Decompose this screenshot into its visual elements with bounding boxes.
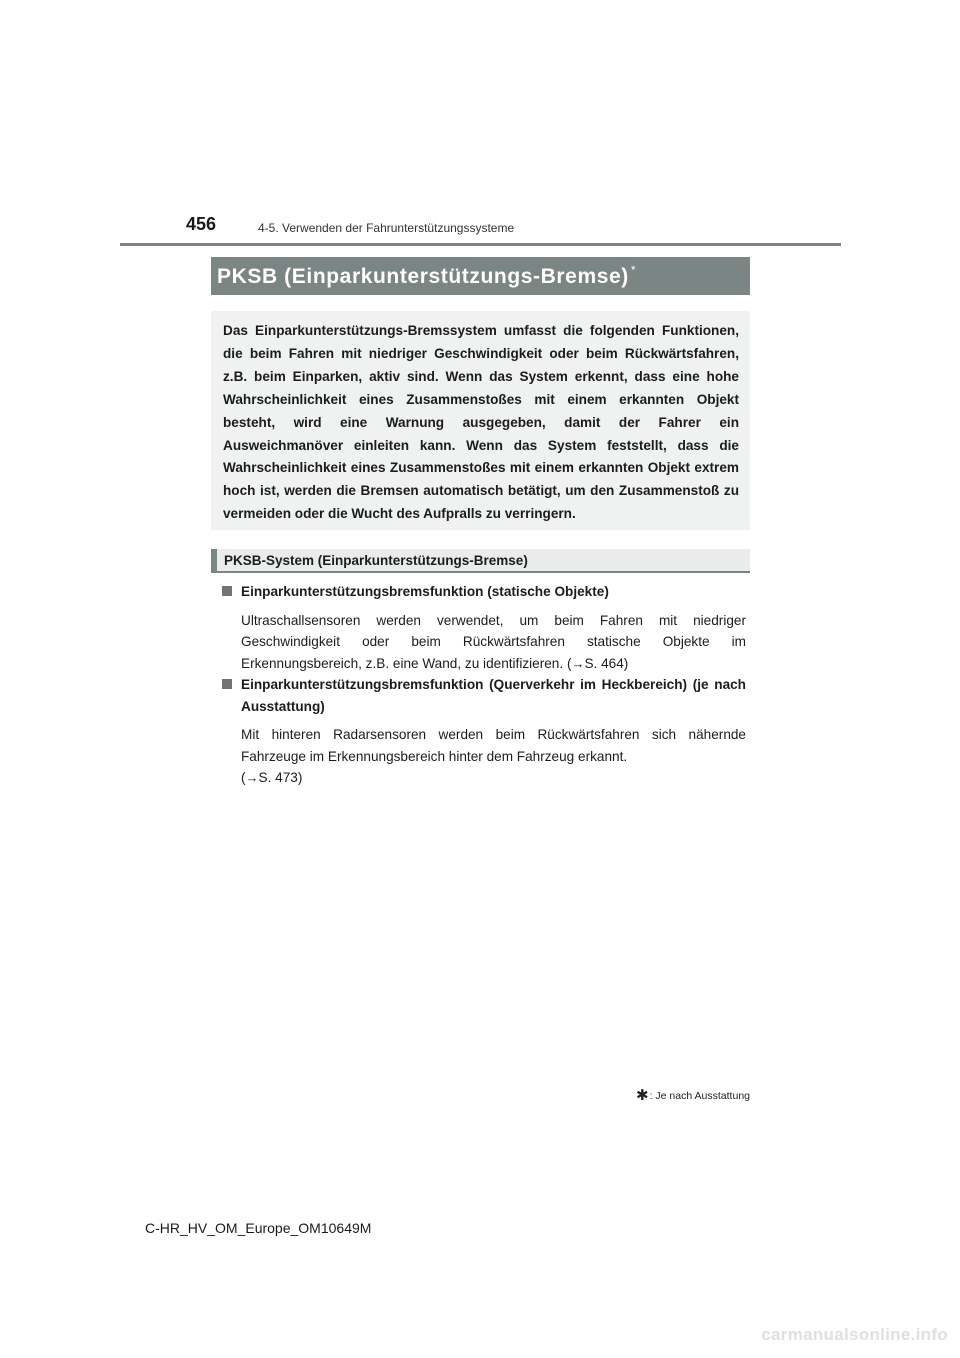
intro-text: Das Einparkunterstützungs-Bremssystem umfasst die folgenden Funktionen, die beim Fahren mit niedriger Geschwindigkeit oder beim Rückwärtsfahren, z.B. beim Einparken, aktiv sind. Wenn das System erkennt, dass eine hohe Wahrscheinlichkeit eines Zusammenstoßes mit einem erkannten Objekt besteht, wird eine Warnung ausgegeben, damit der Fahrer ein Ausweichmanöver einleiten kann. Wenn das System feststellt, dass die Wahrscheinlichkeit eines Zusammenstoßes mit einem erkannten Objekt extrem hoch ist, werden die Bremsen automatisch betätigt, um den Zusammenstoß zu vermeiden oder die Wucht des Aufpralls zu verringern. [223,323,739,522]
list-item [222,674,746,789]
arrow-right-icon: → [245,770,259,785]
watermark: carmanualsonline.info [761,1325,948,1344]
section-title: PKSB (Einparkunterstützungs-Bremse) * [217,263,637,288]
item-body [241,724,746,789]
footnote-text: : Je nach Ausstattung [649,1089,750,1102]
square-bullet-icon [222,679,232,689]
page-reference[interactable]: (→S. 473) [241,770,303,785]
asterisk-icon: ✱ [636,1087,649,1104]
page-reference[interactable]: (→S. 464) [566,655,629,671]
list-item [222,581,746,674]
section-title-bar [211,257,750,295]
item-heading: Einparkunterstützungsbremsfunktion (Querverkehr im Heckbereich) (je nach Ausstattung) [241,677,746,714]
arrow-right-icon: → [571,655,585,671]
item-body-text: Ultraschallsensoren werden verwendet, um beim Fahren mit niedriger Geschwindigkeit oder beim Rückwärtsfahren statische Objekte im Erkennungsbereich, z.B. eine Wand, zu identifizieren. [241,612,746,671]
footnote [636,1088,750,1103]
item-body [241,610,746,675]
item-body-text: Mit hinteren Radarsensoren werden beim Rückwärtsfahren sich nähernde Fahrzeuge im Erkennungsbereich hinter dem Fahrzeug erkannt. [241,727,746,764]
item-heading: Einparkunterstützungsbremsfunktion (statische Objekte) [241,584,609,599]
header-rule [120,243,841,246]
chapter-title: 4-5. Verwenden der Fahrunterstützungssysteme [258,221,515,235]
square-bullet-icon [222,586,232,596]
subsection-heading-bar [211,549,750,573]
subsection-heading: PKSB-System (Einparkunterstützungs-Bremse) [224,552,528,568]
asterisk-mark: * [630,263,637,277]
intro-box [211,311,750,530]
document-id: C-HR_HV_OM_Europe_OM10649M [145,1220,372,1236]
page-number: 456 [186,214,217,234]
